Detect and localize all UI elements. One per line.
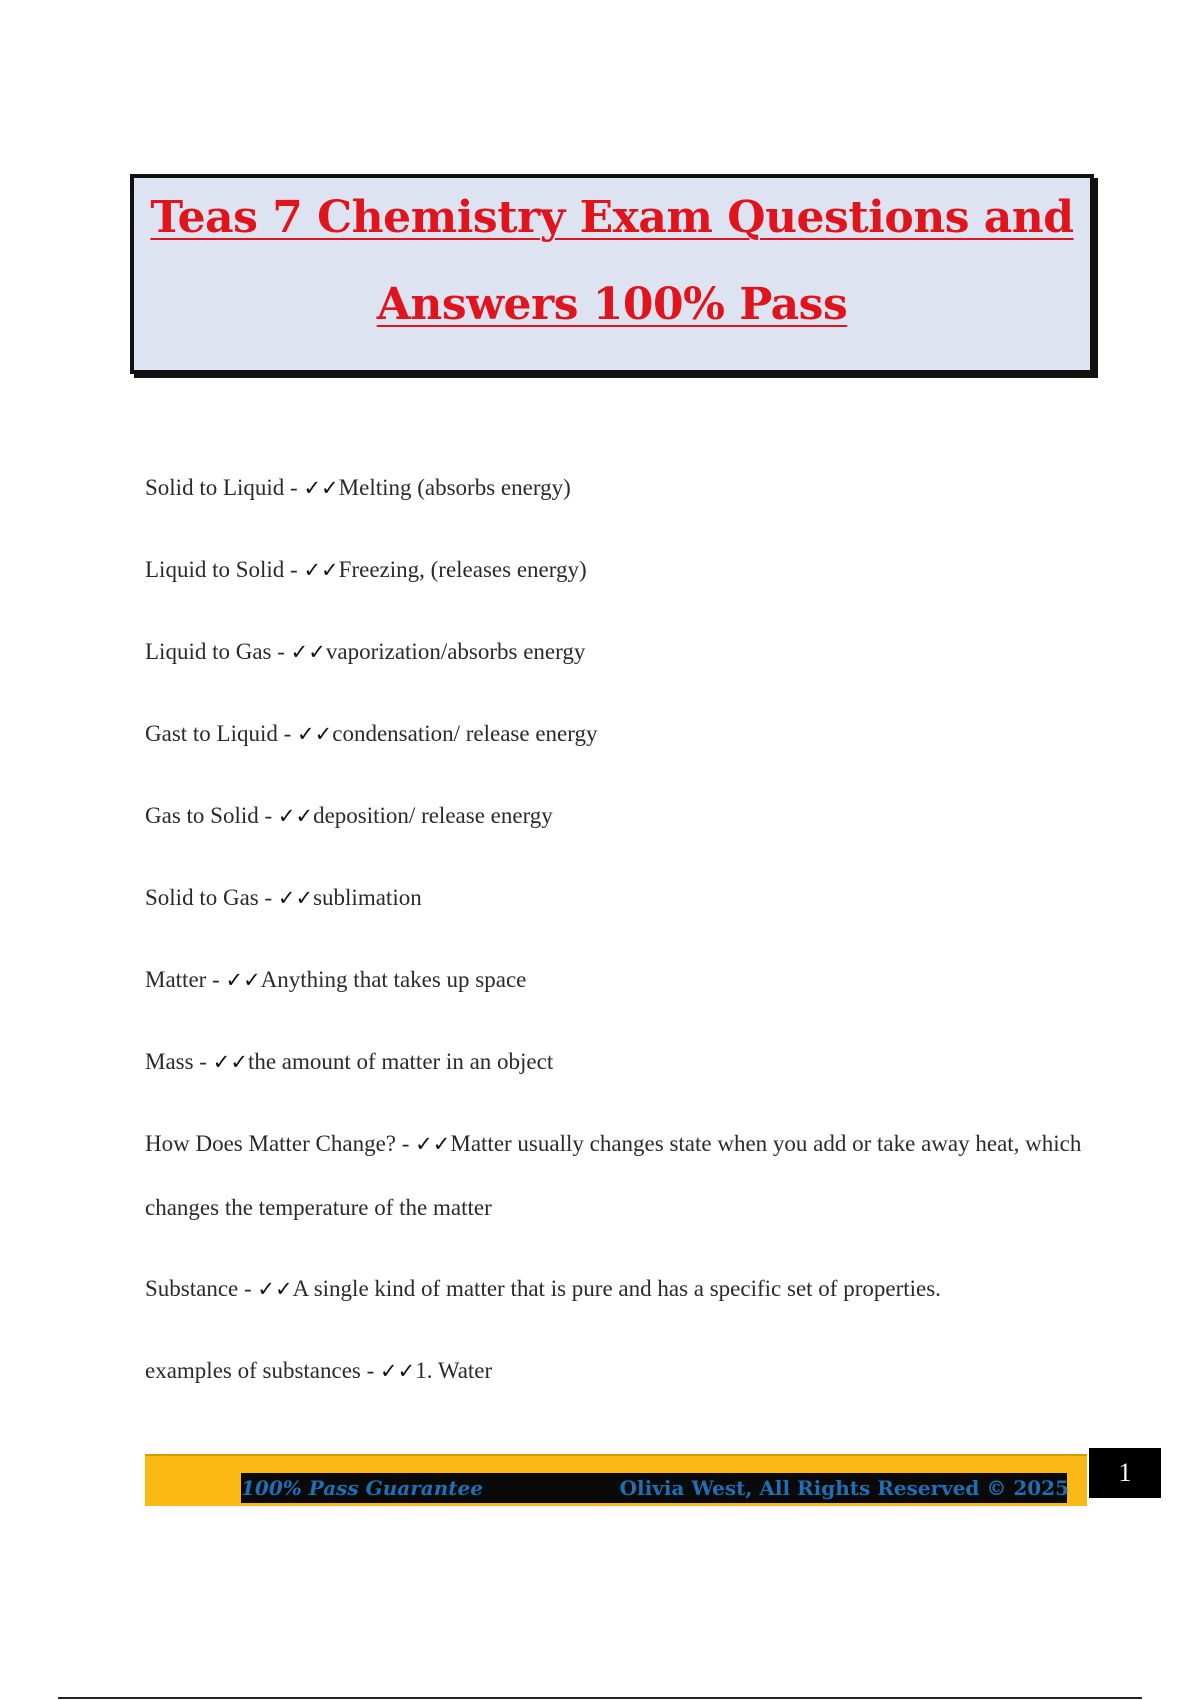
qa-item [145, 866, 1085, 930]
qa-answer: vaporization/absorbs energy [325, 639, 586, 664]
qa-answer: A single kind of matter that is pure and has a specific set of properties. [292, 1276, 941, 1301]
double-check-icon: ✓✓ [290, 640, 326, 664]
qa-question: examples of substances - [145, 1358, 381, 1383]
qa-list [145, 456, 1085, 1421]
qa-question: Matter - [145, 967, 226, 992]
footer-guarantee-text: 100% Pass Guarantee [241, 1476, 483, 1500]
qa-question: How Does Matter Change? - [145, 1131, 416, 1156]
qa-answer: Anything that takes up space [260, 967, 527, 992]
qa-question: Solid to Liquid - [145, 475, 304, 500]
qa-question: Substance - [145, 1276, 258, 1301]
qa-answer: the amount of matter in an object [247, 1049, 554, 1074]
qa-item [145, 1257, 1085, 1321]
double-check-icon: ✓✓ [380, 1359, 416, 1383]
double-check-icon: ✓✓ [257, 1277, 293, 1301]
qa-answer: deposition/ release energy [313, 803, 553, 828]
qa-answer: Melting (absorbs energy) [338, 475, 571, 500]
double-check-icon: ✓✓ [212, 1050, 248, 1074]
qa-item [145, 702, 1085, 766]
qa-answer: 1. Water [415, 1358, 493, 1383]
bottom-divider [58, 1697, 1142, 1699]
double-check-icon: ✓✓ [277, 886, 314, 910]
qa-item [145, 456, 1085, 520]
qa-question: Gast to Liquid - [145, 721, 298, 746]
double-check-icon: ✓✓ [225, 968, 261, 992]
title-line-2: Answers 100% Pass [376, 279, 848, 330]
qa-item [145, 784, 1085, 848]
qa-question: Gas to Solid - [145, 803, 278, 828]
qa-question: Mass - [145, 1049, 213, 1074]
qa-answer: condensation/ release energy [332, 721, 598, 746]
qa-item [145, 538, 1085, 602]
qa-item [145, 948, 1085, 1012]
double-check-icon: ✓✓ [303, 476, 339, 500]
qa-question: Solid to Gas - [145, 885, 278, 910]
qa-answer: Freezing, (releases energy) [338, 557, 587, 582]
page-number: 1 [1089, 1448, 1161, 1498]
qa-question: Liquid to Gas - [145, 639, 291, 664]
qa-answer: sublimation [313, 885, 422, 910]
title-line-1: Teas 7 Chemistry Exam Questions and [150, 192, 1074, 243]
footer-banner [145, 1454, 1087, 1506]
double-check-icon: ✓✓ [415, 1132, 451, 1156]
qa-item [145, 1112, 1085, 1239]
qa-item [145, 1030, 1085, 1094]
double-check-icon: ✓✓ [303, 558, 339, 582]
qa-item [145, 1339, 1085, 1403]
footer-copyright-text: Olivia West, All Rights Reserved © 2025 [619, 1476, 1069, 1500]
qa-question: Liquid to Solid - [145, 557, 304, 582]
qa-item [145, 620, 1085, 684]
double-check-icon: ✓✓ [277, 804, 314, 828]
qa-answer: Matter usually changes state when you add or take away heat, which changes the temperature of the matter [145, 1131, 1082, 1220]
title-box [130, 174, 1094, 374]
double-check-icon: ✓✓ [297, 722, 333, 746]
